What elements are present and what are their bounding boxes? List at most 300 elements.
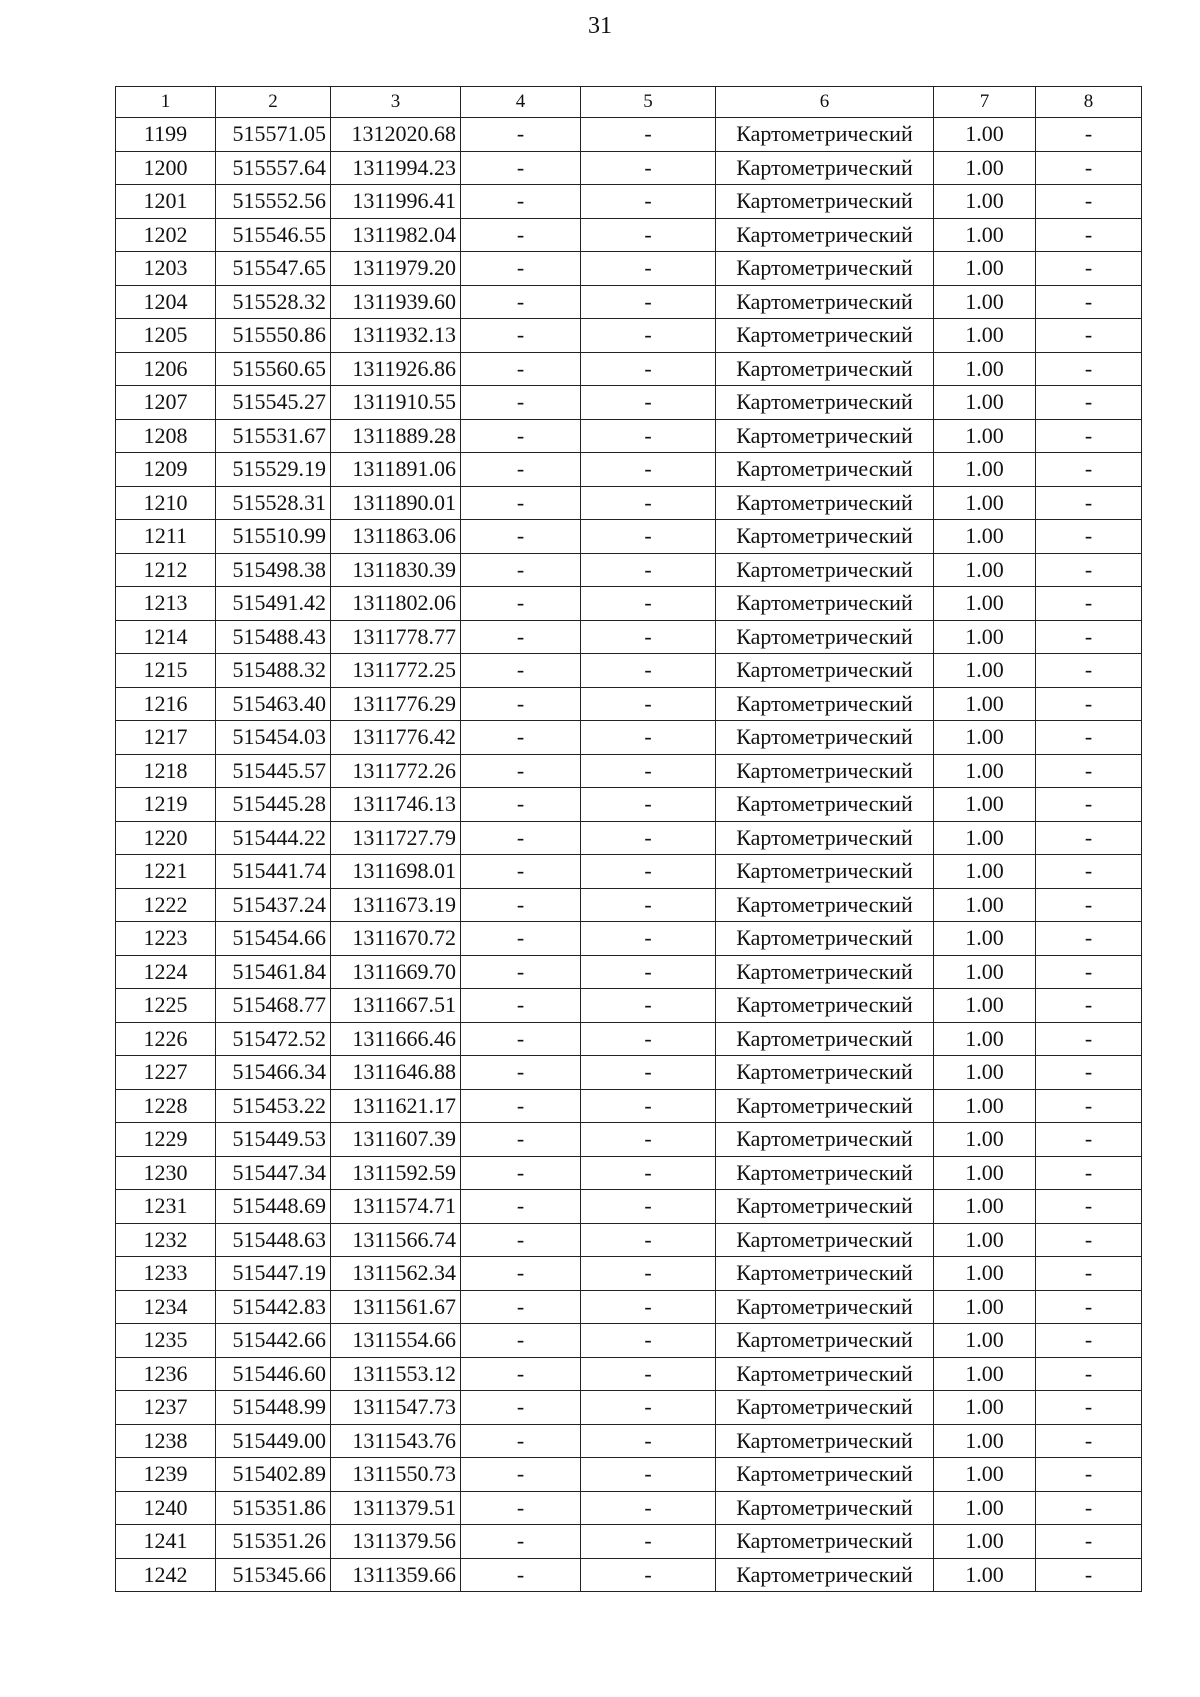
method-cell: Картометрический: [716, 486, 934, 520]
x-coordinate-cell: 515528.32: [216, 285, 331, 319]
point-number-cell: 1239: [116, 1458, 216, 1492]
point-number-cell: 1228: [116, 1089, 216, 1123]
point-number-cell: 1201: [116, 185, 216, 219]
table-row: [116, 453, 1142, 487]
method-cell: Картометрический: [716, 1290, 934, 1324]
column-5-cell: -: [581, 419, 716, 453]
method-cell: Картометрический: [716, 151, 934, 185]
method-cell: Картометрический: [716, 1257, 934, 1291]
column-header-8: 8: [1036, 87, 1142, 118]
table-row: [116, 218, 1142, 252]
point-number-cell: 1199: [116, 118, 216, 152]
column-5-cell: -: [581, 1123, 716, 1157]
point-number-cell: 1202: [116, 218, 216, 252]
y-coordinate-cell: 1311698.01: [331, 855, 461, 889]
column-5-cell: -: [581, 1022, 716, 1056]
x-coordinate-cell: 515442.66: [216, 1324, 331, 1358]
x-coordinate-cell: 515442.83: [216, 1290, 331, 1324]
table-row: [116, 1357, 1142, 1391]
column-5-cell: -: [581, 151, 716, 185]
column-5-cell: -: [581, 922, 716, 956]
column-4-cell: -: [461, 821, 581, 855]
method-cell: Картометрический: [716, 1525, 934, 1559]
method-cell: Картометрический: [716, 1391, 934, 1425]
y-coordinate-cell: 1311994.23: [331, 151, 461, 185]
column-4-cell: -: [461, 654, 581, 688]
x-coordinate-cell: 515547.65: [216, 252, 331, 286]
method-cell: Картометрический: [716, 955, 934, 989]
column-4-cell: -: [461, 151, 581, 185]
table-row: [116, 1056, 1142, 1090]
x-coordinate-cell: 515510.99: [216, 520, 331, 554]
accuracy-cell: 1.00: [934, 1257, 1036, 1291]
accuracy-cell: 1.00: [934, 1123, 1036, 1157]
table-row: [116, 587, 1142, 621]
point-number-cell: 1218: [116, 754, 216, 788]
point-number-cell: 1227: [116, 1056, 216, 1090]
column-4-cell: -: [461, 1458, 581, 1492]
column-4-cell: -: [461, 352, 581, 386]
column-5-cell: -: [581, 486, 716, 520]
accuracy-cell: 1.00: [934, 1156, 1036, 1190]
method-cell: Картометрический: [716, 1089, 934, 1123]
method-cell: Картометрический: [716, 118, 934, 152]
x-coordinate-cell: 515557.64: [216, 151, 331, 185]
column-5-cell: -: [581, 1290, 716, 1324]
column-5-cell: -: [581, 620, 716, 654]
accuracy-cell: 1.00: [934, 1223, 1036, 1257]
accuracy-cell: 1.00: [934, 1022, 1036, 1056]
accuracy-cell: 1.00: [934, 687, 1036, 721]
column-8-cell: -: [1036, 888, 1142, 922]
column-4-cell: -: [461, 1290, 581, 1324]
y-coordinate-cell: 1311379.51: [331, 1491, 461, 1525]
table-row: [116, 1290, 1142, 1324]
x-coordinate-cell: 515463.40: [216, 687, 331, 721]
accuracy-cell: 1.00: [934, 922, 1036, 956]
column-4-cell: -: [461, 922, 581, 956]
column-5-cell: -: [581, 1458, 716, 1492]
accuracy-cell: 1.00: [934, 888, 1036, 922]
column-header-6: 6: [716, 87, 934, 118]
column-4-cell: -: [461, 1391, 581, 1425]
table-row: [116, 654, 1142, 688]
accuracy-cell: 1.00: [934, 1424, 1036, 1458]
y-coordinate-cell: 1311621.17: [331, 1089, 461, 1123]
column-4-cell: -: [461, 1089, 581, 1123]
method-cell: Картометрический: [716, 252, 934, 286]
column-5-cell: -: [581, 453, 716, 487]
accuracy-cell: 1.00: [934, 989, 1036, 1023]
page-number: 31: [588, 13, 612, 39]
x-coordinate-cell: 515488.43: [216, 620, 331, 654]
column-4-cell: -: [461, 185, 581, 219]
method-cell: Картометрический: [716, 989, 934, 1023]
method-cell: Картометрический: [716, 1056, 934, 1090]
table-row: [116, 1558, 1142, 1592]
column-5-cell: -: [581, 1558, 716, 1592]
method-cell: Картометрический: [716, 788, 934, 822]
method-cell: Картометрический: [716, 1190, 934, 1224]
method-cell: Картометрический: [716, 888, 934, 922]
table-row: [116, 1525, 1142, 1559]
y-coordinate-cell: 1311982.04: [331, 218, 461, 252]
column-5-cell: -: [581, 687, 716, 721]
method-cell: Картометрический: [716, 1022, 934, 1056]
point-number-cell: 1222: [116, 888, 216, 922]
method-cell: Картометрический: [716, 1558, 934, 1592]
column-8-cell: -: [1036, 453, 1142, 487]
y-coordinate-cell: 1311802.06: [331, 587, 461, 621]
column-8-cell: -: [1036, 1123, 1142, 1157]
x-coordinate-cell: 515453.22: [216, 1089, 331, 1123]
column-5-cell: -: [581, 1391, 716, 1425]
y-coordinate-cell: 1311932.13: [331, 319, 461, 353]
accuracy-cell: 1.00: [934, 453, 1036, 487]
column-header-5: 5: [581, 87, 716, 118]
accuracy-cell: 1.00: [934, 754, 1036, 788]
table-row: [116, 1424, 1142, 1458]
x-coordinate-cell: 515448.99: [216, 1391, 331, 1425]
point-number-cell: 1204: [116, 285, 216, 319]
table-row: [116, 855, 1142, 889]
y-coordinate-cell: 1311561.67: [331, 1290, 461, 1324]
table-row: [116, 687, 1142, 721]
y-coordinate-cell: 1311553.12: [331, 1357, 461, 1391]
method-cell: Картометрический: [716, 1156, 934, 1190]
column-4-cell: -: [461, 319, 581, 353]
y-coordinate-cell: 1311926.86: [331, 352, 461, 386]
table-row: [116, 989, 1142, 1023]
accuracy-cell: 1.00: [934, 486, 1036, 520]
method-cell: Картометрический: [716, 1123, 934, 1157]
column-4-cell: -: [461, 553, 581, 587]
y-coordinate-cell: 1311543.76: [331, 1424, 461, 1458]
point-number-cell: 1237: [116, 1391, 216, 1425]
point-number-cell: 1212: [116, 553, 216, 587]
y-coordinate-cell: 1311746.13: [331, 788, 461, 822]
table-row: [116, 1089, 1142, 1123]
column-8-cell: -: [1036, 989, 1142, 1023]
method-cell: Картометрический: [716, 1324, 934, 1358]
y-coordinate-cell: 1311667.51: [331, 989, 461, 1023]
column-4-cell: -: [461, 252, 581, 286]
column-4-cell: -: [461, 687, 581, 721]
method-cell: Картометрический: [716, 1491, 934, 1525]
column-5-cell: -: [581, 1357, 716, 1391]
column-5-cell: -: [581, 1525, 716, 1559]
point-number-cell: 1210: [116, 486, 216, 520]
column-header-4: 4: [461, 87, 581, 118]
point-number-cell: 1221: [116, 855, 216, 889]
point-number-cell: 1241: [116, 1525, 216, 1559]
y-coordinate-cell: 1311772.25: [331, 654, 461, 688]
method-cell: Картометрический: [716, 587, 934, 621]
y-coordinate-cell: 1311550.73: [331, 1458, 461, 1492]
accuracy-cell: 1.00: [934, 419, 1036, 453]
method-cell: Картометрический: [716, 1424, 934, 1458]
column-8-cell: -: [1036, 1491, 1142, 1525]
accuracy-cell: 1.00: [934, 118, 1036, 152]
table-row: [116, 486, 1142, 520]
accuracy-cell: 1.00: [934, 855, 1036, 889]
accuracy-cell: 1.00: [934, 1089, 1036, 1123]
point-number-cell: 1231: [116, 1190, 216, 1224]
column-4-cell: -: [461, 486, 581, 520]
column-8-cell: -: [1036, 252, 1142, 286]
column-8-cell: -: [1036, 1022, 1142, 1056]
column-header-2: 2: [216, 87, 331, 118]
x-coordinate-cell: 515529.19: [216, 453, 331, 487]
y-coordinate-cell: 1311566.74: [331, 1223, 461, 1257]
column-8-cell: -: [1036, 151, 1142, 185]
table-row: [116, 419, 1142, 453]
y-coordinate-cell: 1311646.88: [331, 1056, 461, 1090]
point-number-cell: 1232: [116, 1223, 216, 1257]
method-cell: Картометрический: [716, 922, 934, 956]
table-row: [116, 922, 1142, 956]
y-coordinate-cell: 1311562.34: [331, 1257, 461, 1291]
accuracy-cell: 1.00: [934, 285, 1036, 319]
column-8-cell: -: [1036, 1089, 1142, 1123]
column-4-cell: -: [461, 1022, 581, 1056]
x-coordinate-cell: 515449.00: [216, 1424, 331, 1458]
method-cell: Картометрический: [716, 687, 934, 721]
accuracy-cell: 1.00: [934, 821, 1036, 855]
accuracy-cell: 1.00: [934, 1357, 1036, 1391]
x-coordinate-cell: 515552.56: [216, 185, 331, 219]
column-5-cell: -: [581, 754, 716, 788]
column-4-cell: -: [461, 419, 581, 453]
accuracy-cell: 1.00: [934, 620, 1036, 654]
accuracy-cell: 1.00: [934, 654, 1036, 688]
x-coordinate-cell: 515437.24: [216, 888, 331, 922]
y-coordinate-cell: 1311776.29: [331, 687, 461, 721]
point-number-cell: 1216: [116, 687, 216, 721]
x-coordinate-cell: 515468.77: [216, 989, 331, 1023]
column-5-cell: -: [581, 285, 716, 319]
method-cell: Картометрический: [716, 386, 934, 420]
y-coordinate-cell: 1311889.28: [331, 419, 461, 453]
point-number-cell: 1205: [116, 319, 216, 353]
x-coordinate-cell: 515445.57: [216, 754, 331, 788]
column-5-cell: -: [581, 855, 716, 889]
column-4-cell: -: [461, 1558, 581, 1592]
column-4-cell: -: [461, 721, 581, 755]
column-5-cell: -: [581, 1324, 716, 1358]
point-number-cell: 1234: [116, 1290, 216, 1324]
accuracy-cell: 1.00: [934, 1558, 1036, 1592]
column-5-cell: -: [581, 352, 716, 386]
column-4-cell: -: [461, 118, 581, 152]
column-5-cell: -: [581, 587, 716, 621]
method-cell: Картометрический: [716, 620, 934, 654]
table-row: [116, 788, 1142, 822]
table-row: [116, 1491, 1142, 1525]
column-4-cell: -: [461, 285, 581, 319]
accuracy-cell: 1.00: [934, 721, 1036, 755]
accuracy-cell: 1.00: [934, 955, 1036, 989]
table-row: [116, 1223, 1142, 1257]
column-5-cell: -: [581, 1056, 716, 1090]
table-row: [116, 1257, 1142, 1291]
column-8-cell: -: [1036, 419, 1142, 453]
point-number-cell: 1214: [116, 620, 216, 654]
method-cell: Картометрический: [716, 185, 934, 219]
column-5-cell: -: [581, 185, 716, 219]
table-row: [116, 319, 1142, 353]
x-coordinate-cell: 515560.65: [216, 352, 331, 386]
column-4-cell: -: [461, 1223, 581, 1257]
method-cell: Картометрический: [716, 855, 934, 889]
table-row: [116, 1190, 1142, 1224]
column-8-cell: -: [1036, 587, 1142, 621]
x-coordinate-cell: 515472.52: [216, 1022, 331, 1056]
column-8-cell: -: [1036, 654, 1142, 688]
point-number-cell: 1203: [116, 252, 216, 286]
column-5-cell: -: [581, 955, 716, 989]
y-coordinate-cell: 1311891.06: [331, 453, 461, 487]
accuracy-cell: 1.00: [934, 587, 1036, 621]
column-8-cell: -: [1036, 1558, 1142, 1592]
y-coordinate-cell: 1311574.71: [331, 1190, 461, 1224]
accuracy-cell: 1.00: [934, 788, 1036, 822]
y-coordinate-cell: 1311547.73: [331, 1391, 461, 1425]
y-coordinate-cell: 1311772.26: [331, 754, 461, 788]
accuracy-cell: 1.00: [934, 218, 1036, 252]
x-coordinate-cell: 515466.34: [216, 1056, 331, 1090]
table-body: [116, 118, 1142, 1592]
accuracy-cell: 1.00: [934, 319, 1036, 353]
column-4-cell: -: [461, 788, 581, 822]
column-header-1: 1: [116, 87, 216, 118]
table-row: [116, 352, 1142, 386]
column-8-cell: -: [1036, 118, 1142, 152]
column-8-cell: -: [1036, 754, 1142, 788]
method-cell: Картометрический: [716, 520, 934, 554]
x-coordinate-cell: 515531.67: [216, 419, 331, 453]
column-5-cell: -: [581, 821, 716, 855]
column-4-cell: -: [461, 620, 581, 654]
method-cell: Картометрический: [716, 1458, 934, 1492]
column-8-cell: -: [1036, 1223, 1142, 1257]
table-row: [116, 553, 1142, 587]
method-cell: Картометрический: [716, 218, 934, 252]
column-5-cell: -: [581, 1223, 716, 1257]
x-coordinate-cell: 515550.86: [216, 319, 331, 353]
method-cell: Картометрический: [716, 319, 934, 353]
column-5-cell: -: [581, 1491, 716, 1525]
y-coordinate-cell: 1311863.06: [331, 520, 461, 554]
point-number-cell: 1224: [116, 955, 216, 989]
x-coordinate-cell: 515351.86: [216, 1491, 331, 1525]
column-4-cell: -: [461, 855, 581, 889]
column-4-cell: -: [461, 989, 581, 1023]
table-row: [116, 1324, 1142, 1358]
y-coordinate-cell: 1311939.60: [331, 285, 461, 319]
column-4-cell: -: [461, 888, 581, 922]
column-5-cell: -: [581, 319, 716, 353]
column-4-cell: -: [461, 1190, 581, 1224]
column-8-cell: -: [1036, 185, 1142, 219]
column-8-cell: -: [1036, 1458, 1142, 1492]
accuracy-cell: 1.00: [934, 252, 1036, 286]
column-5-cell: -: [581, 1424, 716, 1458]
column-4-cell: -: [461, 386, 581, 420]
x-coordinate-cell: 515545.27: [216, 386, 331, 420]
column-4-cell: -: [461, 520, 581, 554]
accuracy-cell: 1.00: [934, 1056, 1036, 1090]
point-number-cell: 1223: [116, 922, 216, 956]
column-8-cell: -: [1036, 1056, 1142, 1090]
method-cell: Картометрический: [716, 721, 934, 755]
column-4-cell: -: [461, 1357, 581, 1391]
x-coordinate-cell: 515444.22: [216, 821, 331, 855]
point-number-cell: 1211: [116, 520, 216, 554]
column-4-cell: -: [461, 453, 581, 487]
x-coordinate-cell: 515461.84: [216, 955, 331, 989]
column-4-cell: -: [461, 587, 581, 621]
column-header-3: 3: [331, 87, 461, 118]
point-number-cell: 1242: [116, 1558, 216, 1592]
x-coordinate-cell: 515448.69: [216, 1190, 331, 1224]
column-8-cell: -: [1036, 285, 1142, 319]
column-8-cell: -: [1036, 788, 1142, 822]
column-8-cell: -: [1036, 955, 1142, 989]
y-coordinate-cell: 1311554.66: [331, 1324, 461, 1358]
y-coordinate-cell: 1311830.39: [331, 553, 461, 587]
point-number-cell: 1220: [116, 821, 216, 855]
column-8-cell: -: [1036, 922, 1142, 956]
point-number-cell: 1215: [116, 654, 216, 688]
y-coordinate-cell: 1311778.77: [331, 620, 461, 654]
method-cell: Картометрический: [716, 352, 934, 386]
column-8-cell: -: [1036, 821, 1142, 855]
x-coordinate-cell: 515449.53: [216, 1123, 331, 1157]
column-8-cell: -: [1036, 486, 1142, 520]
column-8-cell: -: [1036, 620, 1142, 654]
accuracy-cell: 1.00: [934, 1190, 1036, 1224]
x-coordinate-cell: 515351.26: [216, 1525, 331, 1559]
column-5-cell: -: [581, 218, 716, 252]
column-8-cell: -: [1036, 1391, 1142, 1425]
column-4-cell: -: [461, 955, 581, 989]
x-coordinate-cell: 515447.19: [216, 1257, 331, 1291]
table-row: [116, 1156, 1142, 1190]
accuracy-cell: 1.00: [934, 1458, 1036, 1492]
accuracy-cell: 1.00: [934, 1290, 1036, 1324]
table-row: [116, 185, 1142, 219]
y-coordinate-cell: 1311979.20: [331, 252, 461, 286]
column-4-cell: -: [461, 1056, 581, 1090]
table-row: [116, 955, 1142, 989]
x-coordinate-cell: 515445.28: [216, 788, 331, 822]
x-coordinate-cell: 515528.31: [216, 486, 331, 520]
column-8-cell: -: [1036, 687, 1142, 721]
y-coordinate-cell: 1312020.68: [331, 118, 461, 152]
accuracy-cell: 1.00: [934, 386, 1036, 420]
y-coordinate-cell: 1311670.72: [331, 922, 461, 956]
x-coordinate-cell: 515488.32: [216, 654, 331, 688]
point-number-cell: 1238: [116, 1424, 216, 1458]
table-header: [116, 87, 1142, 118]
point-number-cell: 1229: [116, 1123, 216, 1157]
column-4-cell: -: [461, 1257, 581, 1291]
accuracy-cell: 1.00: [934, 1525, 1036, 1559]
column-4-cell: -: [461, 1491, 581, 1525]
table-row: [116, 888, 1142, 922]
column-5-cell: -: [581, 1156, 716, 1190]
